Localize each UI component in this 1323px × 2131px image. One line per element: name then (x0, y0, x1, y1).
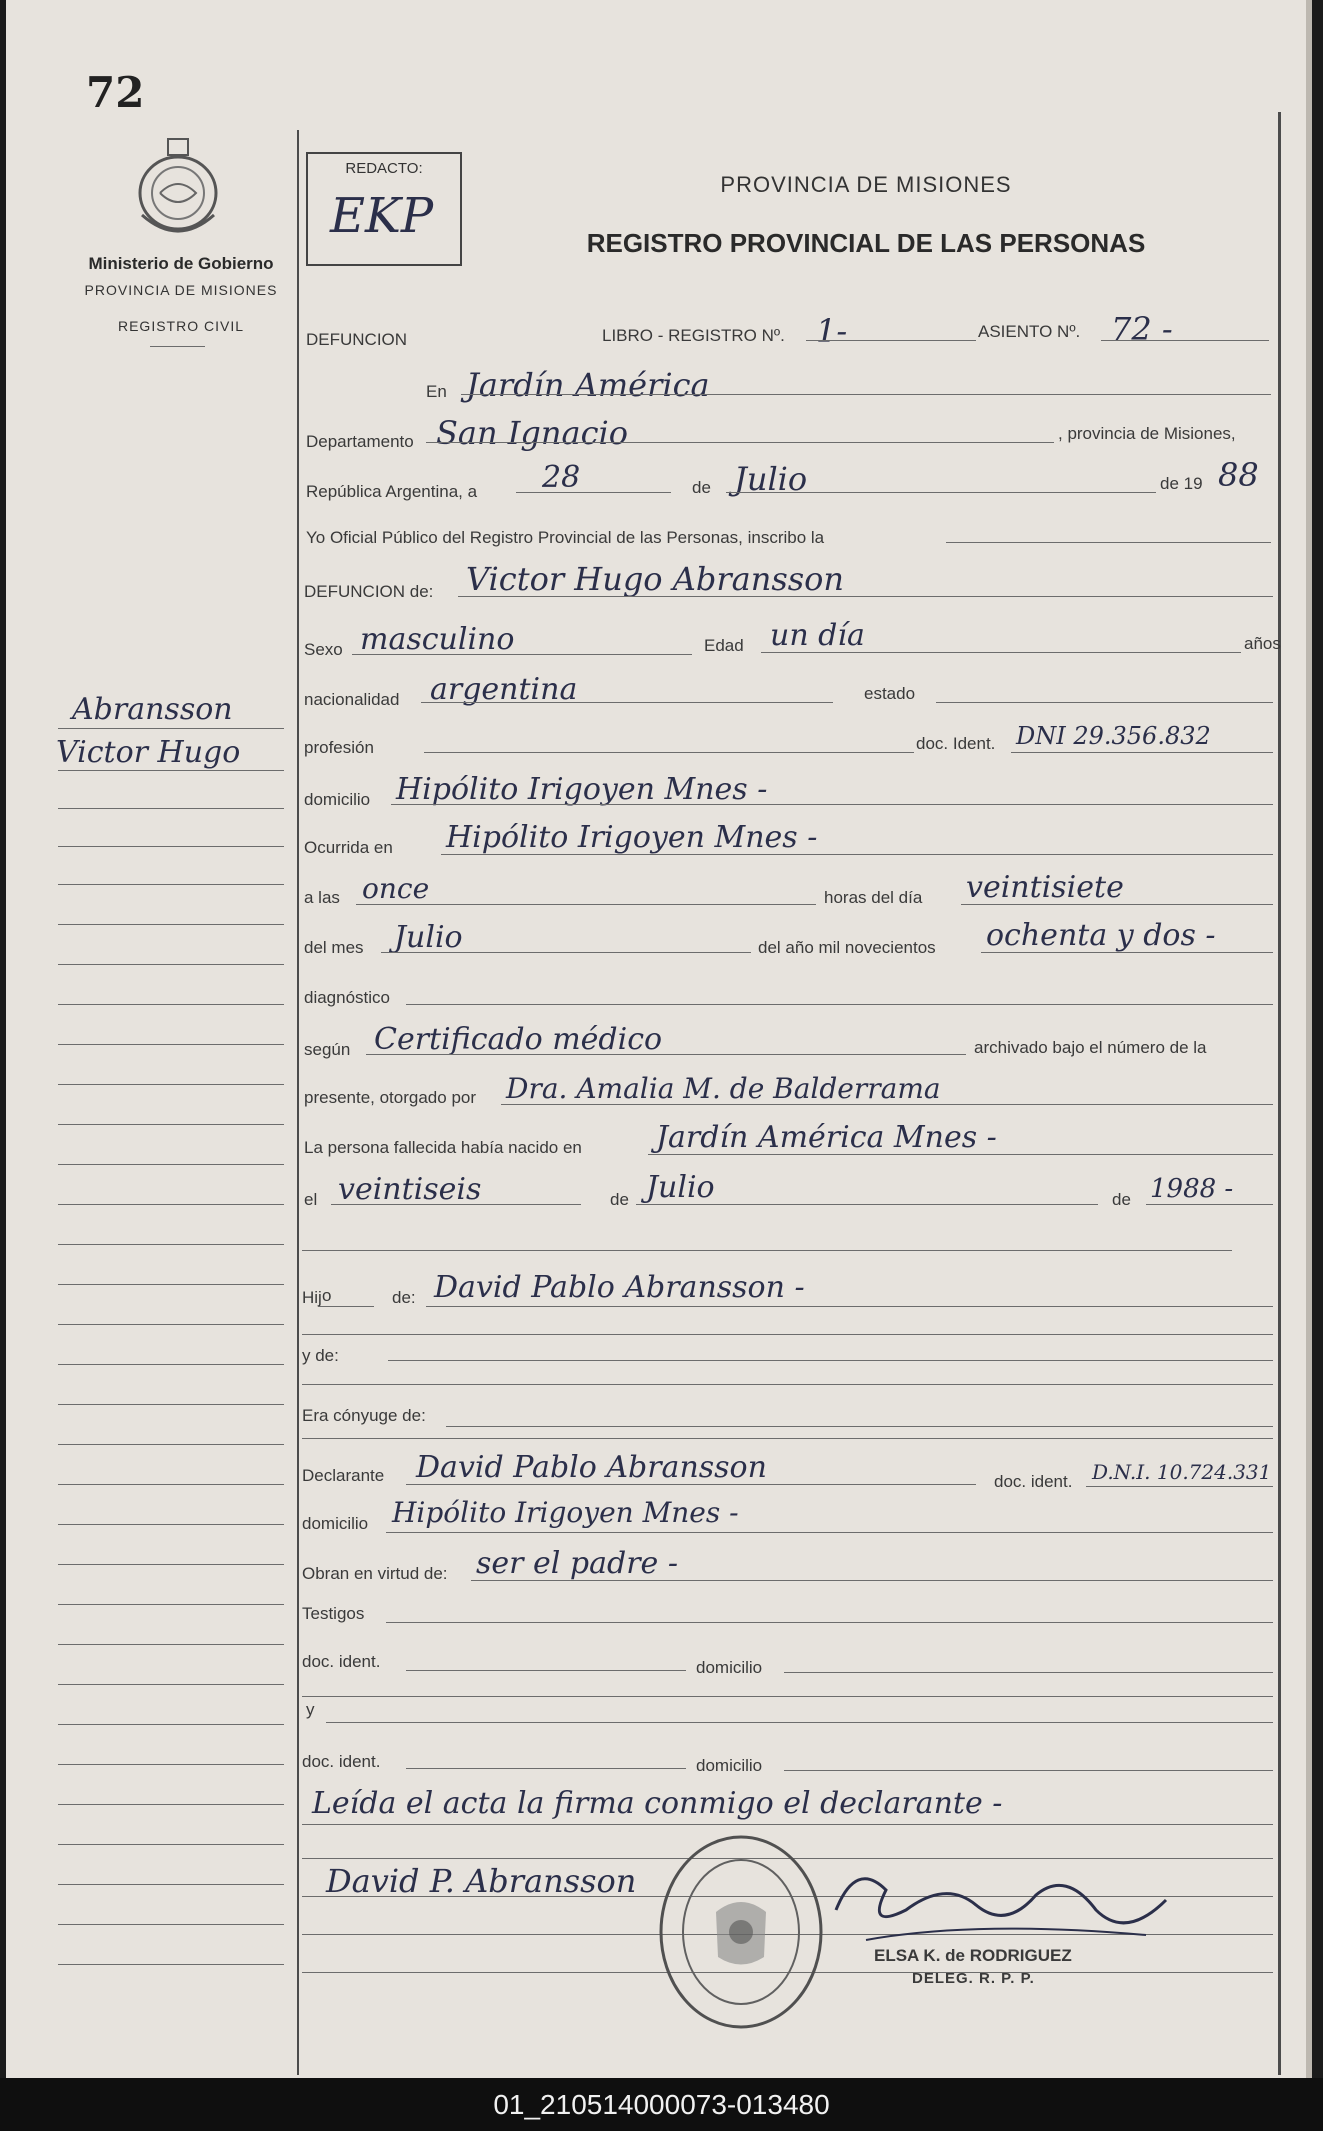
republica-label: República Argentina, a (306, 482, 478, 501)
nacionalidad-label: nacionalidad (304, 690, 400, 709)
nacido-value: Jardín América Mnes - (656, 1120, 997, 1155)
nac-ano-value: 1988 - (1150, 1174, 1234, 1204)
decl-doc-value: D.N.I. 10.724.331 (1092, 1460, 1272, 1484)
nacido-label: La persona fallecida había nacido en (304, 1138, 582, 1157)
y-label: y (306, 1700, 315, 1719)
doc-ident-value: DNI 29.356.832 (1016, 722, 1211, 750)
ano-value: ochenta y dos - (986, 918, 1216, 953)
ministry-label: Ministerio de Gobierno (88, 254, 274, 273)
nac-de2-label: de (1112, 1190, 1131, 1209)
conyuge-label: Era cónyuge de: (302, 1406, 426, 1425)
province-label: PROVINCIA DE MISIONES (84, 282, 278, 298)
hijo-label: Hij (302, 1288, 322, 1307)
testigo2-domicilio-label: domicilio (696, 1756, 763, 1775)
archivado-label: archivado bajo el número de la (974, 1038, 1207, 1057)
redacto-initials: EKP (330, 188, 434, 244)
domicilio-value: Hipólito Irigoyen Mnes - (396, 772, 768, 807)
registry-seal-icon (656, 1832, 826, 2032)
deceased-name: Victor Hugo Abransson (466, 560, 845, 598)
libro-value: 1- (816, 312, 848, 350)
page-number: 72 (86, 68, 145, 117)
y-de-label: y de: (302, 1346, 339, 1365)
ocurrida-value: Hipólito Irigoyen Mnes - (446, 820, 818, 855)
otorgado-value: Dra. Amalia M. de Balderrama (506, 1072, 941, 1105)
sexo-label: Sexo (304, 640, 343, 659)
segun-label: según (304, 1040, 351, 1059)
header-province: PROVINCIA DE MISIONES (720, 172, 1012, 197)
hora-value: once (362, 872, 430, 905)
obran-value: ser el padre - (476, 1546, 678, 1581)
horas-label: horas del día (824, 888, 923, 907)
redacto-label: REDACTO: (345, 160, 423, 177)
record-type-label: DEFUNCION (306, 330, 408, 349)
nac-dia-value: veintiseis (338, 1172, 482, 1207)
place-value: Jardín América (466, 366, 710, 404)
day-value: 28 (542, 460, 581, 495)
nac-mes-value: Julio (646, 1170, 715, 1205)
testigos-label: Testigos (302, 1604, 365, 1623)
el-label: el (304, 1190, 318, 1209)
edad-label: Edad (704, 636, 744, 655)
month-value: Julio (734, 460, 808, 498)
image-id-footer: 01_210514000073-013480 (0, 2078, 1323, 2131)
right-border (1278, 112, 1281, 2075)
asiento-label: ASIENTO Nº. (978, 322, 1081, 341)
padre-value: David Pablo Abransson - (434, 1270, 805, 1305)
diagnostico-label: diagnóstico (304, 988, 391, 1007)
nacionalidad-value: argentina (430, 672, 578, 707)
official-name: ELSA K. de RODRIGUEZ (874, 1946, 1072, 1965)
margin-surname: Abransson (72, 692, 233, 727)
ocurrida-label: Ocurrida en (304, 838, 393, 857)
departamento-value: San Ignacio (436, 414, 629, 452)
sexo-value: masculino (360, 622, 515, 657)
libro-label: LIBRO - REGISTRO Nº. (602, 326, 785, 345)
redacto-box (306, 152, 462, 266)
oficial-text: Yo Oficial Público del Registro Provincial de las Personas, inscribo la (306, 528, 825, 547)
date-de-label: de (692, 478, 711, 497)
closing-statement: Leída el acta la firma conmigo el declarante - (312, 1786, 1003, 1821)
provincia-label: , provincia de Misiones, (1058, 424, 1236, 443)
edad-value: un día (770, 618, 865, 653)
hijo-suffix: o (322, 1286, 332, 1305)
dia-value: veintisiete (966, 870, 1124, 905)
testigo2-doc-label: doc. ident. (302, 1752, 381, 1771)
mes-value: Julio (394, 920, 463, 955)
doc-ident-label: doc. Ident. (916, 734, 996, 753)
a-las-label: a las (304, 888, 340, 907)
coat-of-arms-icon (130, 135, 226, 247)
nac-de-label: de (610, 1190, 629, 1209)
anos-label: años (1244, 634, 1281, 653)
obran-label: Obran en virtud de: (302, 1564, 448, 1583)
official-signature-icon (826, 1850, 1186, 1960)
decl-domicilio-value: Hipólito Irigoyen Mnes - (392, 1496, 739, 1529)
testigo1-doc-label: doc. ident. (302, 1652, 381, 1671)
del-mes-label: del mes (304, 938, 364, 957)
presente-label: presente, otorgado por (304, 1088, 477, 1107)
left-column-border (297, 130, 299, 2075)
en-label: En (426, 382, 447, 401)
header-title: REGISTRO PROVINCIAL DE LAS PERSONAS (586, 228, 1146, 258)
decl-domicilio-label: domicilio (302, 1514, 369, 1533)
declarante-value: David Pablo Abransson (416, 1450, 767, 1485)
hijo-de-label: de: (392, 1288, 416, 1307)
del-ano-label: del año mil novecientos (758, 938, 936, 957)
departamento-label: Departamento (306, 432, 414, 451)
year-value: 88 (1218, 456, 1259, 494)
margin-given-name: Victor Hugo (56, 735, 241, 770)
decl-doc-label: doc. ident. (994, 1472, 1073, 1491)
year-prefix-label: de 19 (1160, 474, 1203, 493)
segun-value: Certificado médico (374, 1022, 663, 1057)
profesion-label: profesión (304, 738, 374, 757)
estado-label: estado (864, 684, 916, 703)
defuncion-de-label: DEFUNCION de: (304, 582, 434, 601)
declarante-label: Declarante (302, 1466, 385, 1485)
testigo1-domicilio-label: domicilio (696, 1658, 763, 1677)
asiento-value: 72 - (1111, 310, 1173, 348)
declarant-signature: David P. Abransson (326, 1862, 637, 1900)
registry-label: REGISTRO CIVIL (117, 318, 245, 334)
official-title: DELEG. R. P. P. (912, 1970, 1035, 1987)
document-page (6, 0, 1312, 2078)
domicilio-label: domicilio (304, 790, 371, 809)
